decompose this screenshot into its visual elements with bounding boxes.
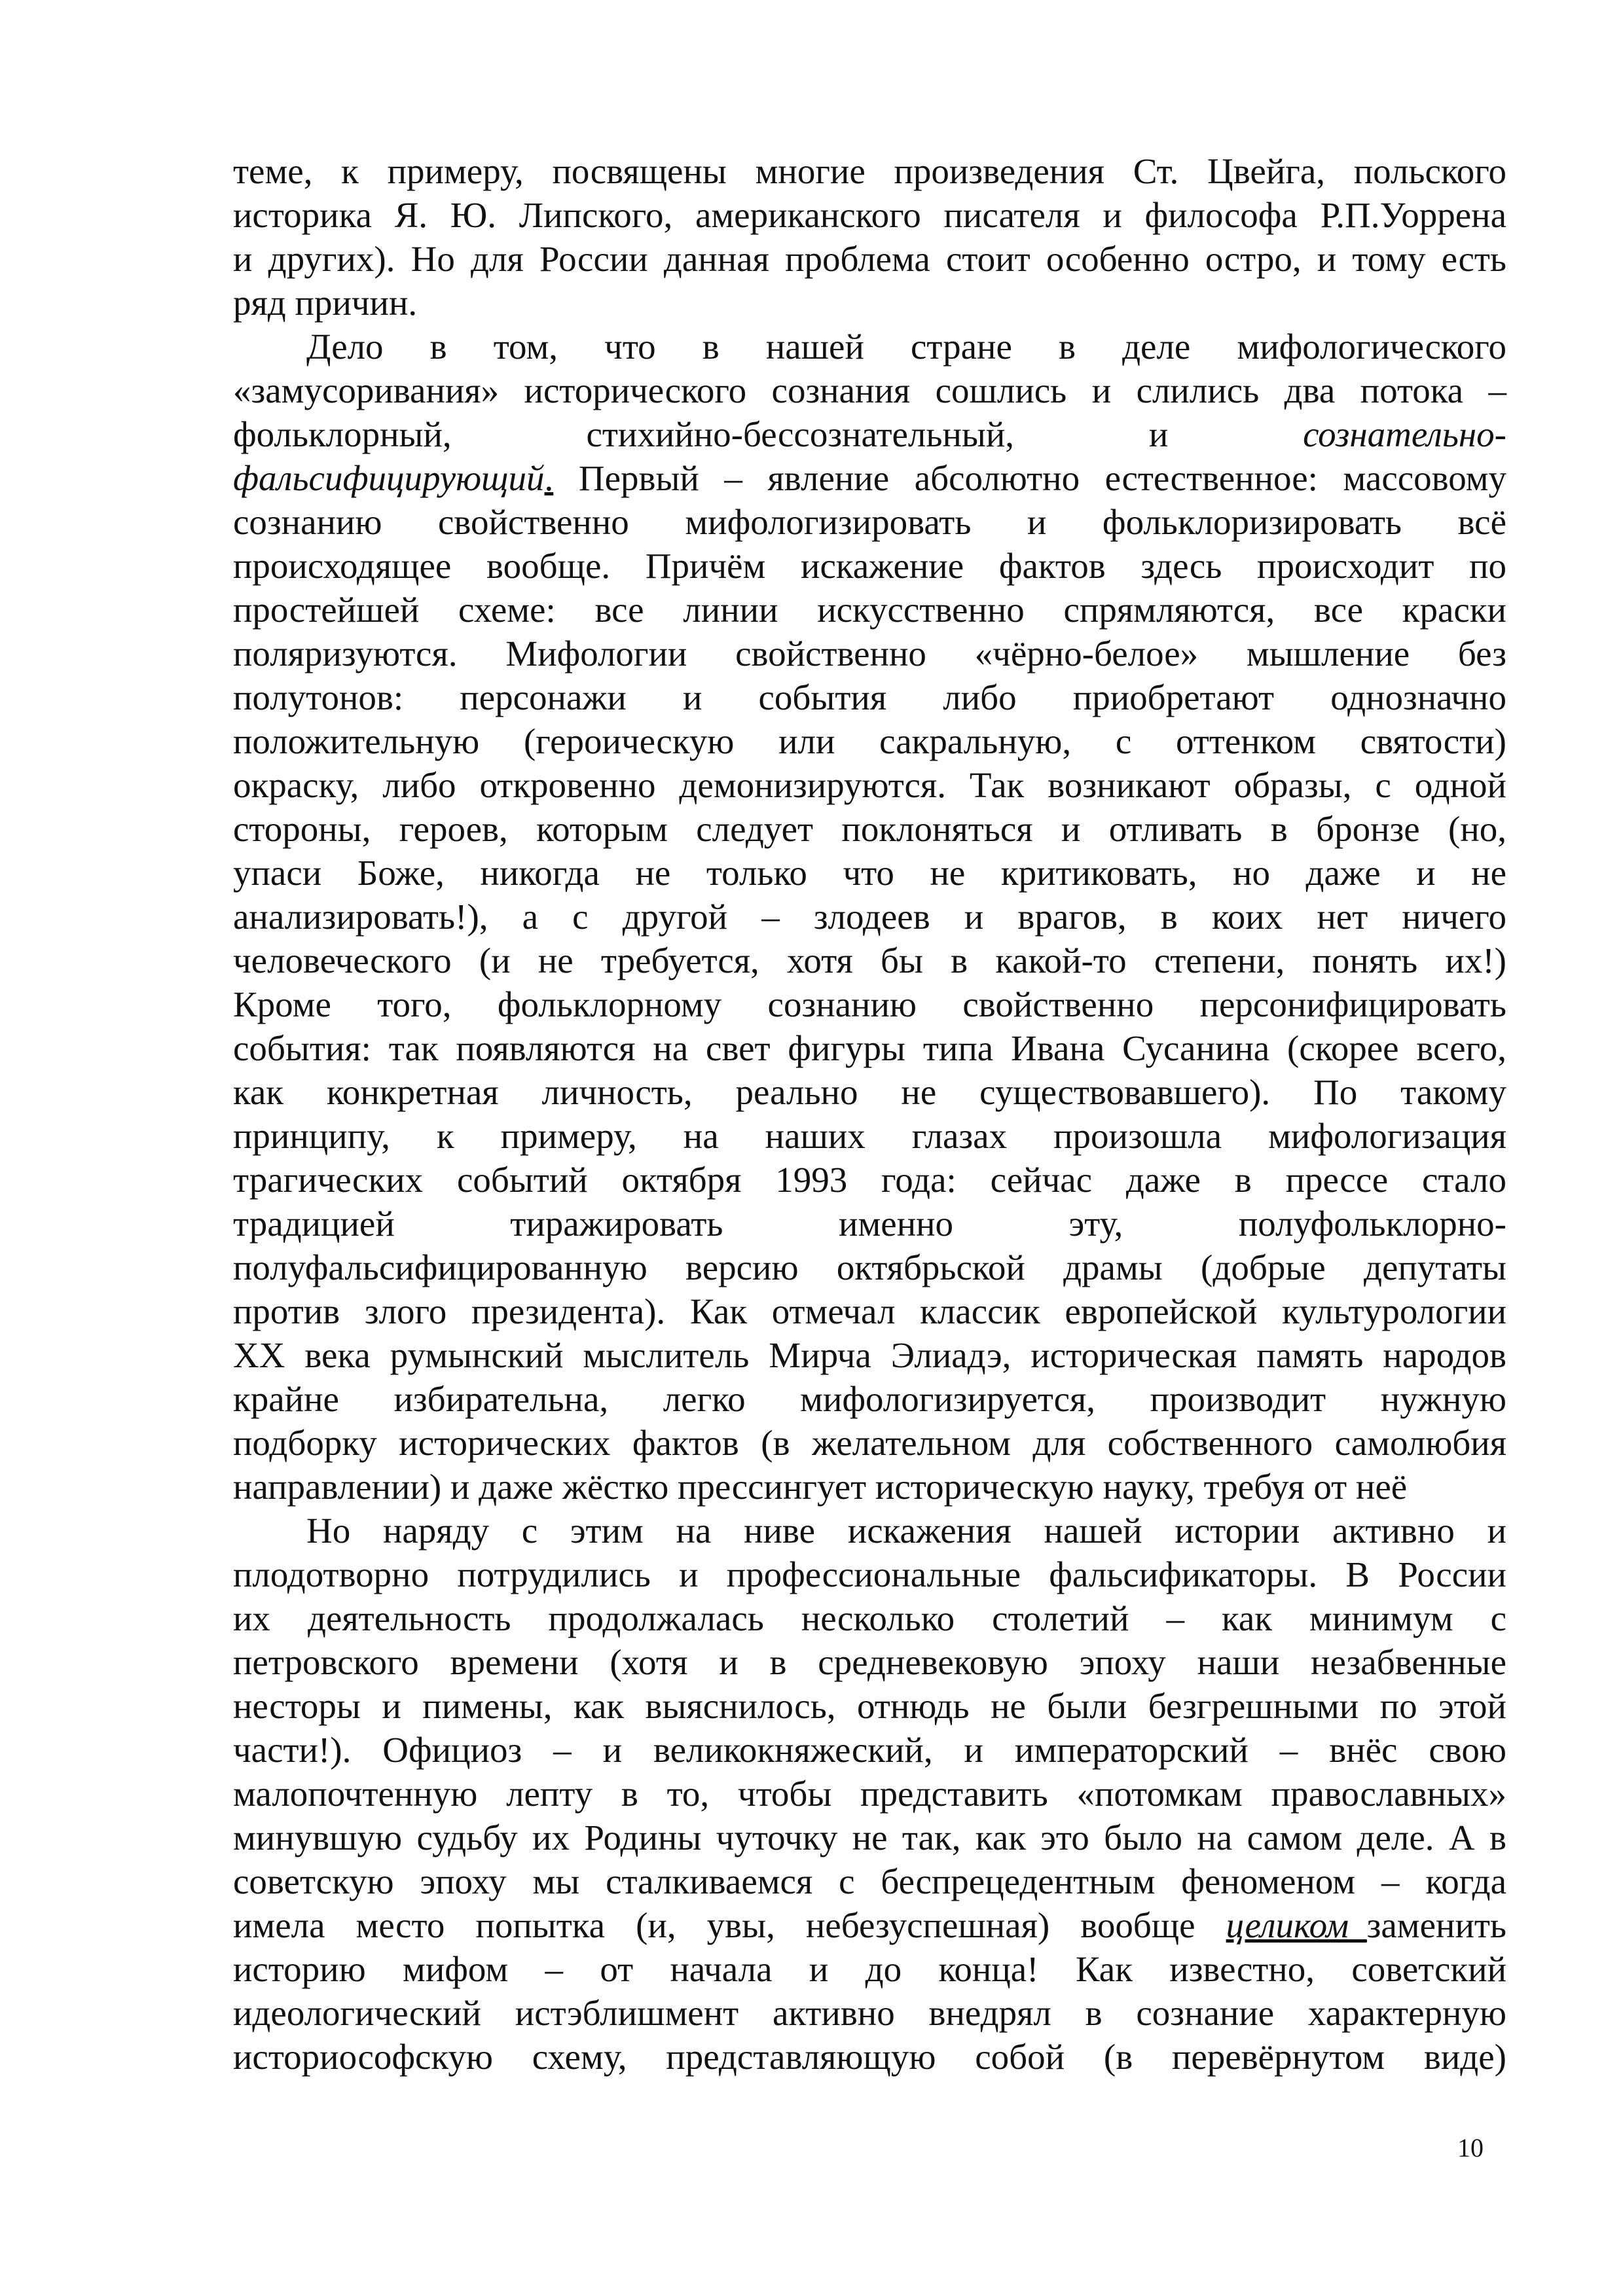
page-number: 10: [1457, 2133, 1484, 2162]
text-line: малопочтенную лепту в то, чтобы представить «потомкам православных»: [233, 1774, 1506, 1814]
italic-text: фальсифицирующий: [233, 458, 545, 498]
text-line: и других). Но для России данная проблема стоит особенно остро, и тому есть: [233, 239, 1506, 279]
text-line: полутонов: персонажи и события либо приобретают однозначно: [233, 677, 1506, 717]
text-line: направлении) и даже жёстко прессингует историческую науку, требуя от неё: [233, 1467, 1408, 1507]
text-line: окраску, либо откровенно демонизируются. Так возникают образы, с одной: [233, 765, 1506, 805]
underscore-mark: _: [1349, 1905, 1367, 1945]
text-line: поляризуются. Мифологии свойственно «чёрно-белое» мышление без: [233, 634, 1506, 673]
body-text: [233, 149, 1506, 2079]
text-line: против злого президента). Как отмечал классик европейской культурологии: [233, 1291, 1506, 1331]
text-segment: Первый – явление абсолютно естественное: массовому: [578, 458, 1506, 498]
text-line: подборку исторических фактов (в желательном для собственного самолюбия: [233, 1423, 1506, 1463]
text-segment: фольклорный, стихийно-бессознательный, и: [233, 414, 1169, 454]
paragraph-3: [233, 1509, 1506, 2079]
text-line: плодотворно потрудились и профессиональные фальсификаторы. В России: [233, 1554, 1506, 1594]
text-line: их деятельность продолжалась несколько столетий – как минимум с: [233, 1598, 1506, 1638]
text-line: человеческого (и не требуется, хотя бы в какой-то степени, понять их!): [233, 941, 1506, 980]
text-line: [233, 412, 1506, 456]
text-line: идеологический истэблишмент активно внедрял в сознание характерную: [233, 1993, 1506, 2033]
text-line: XX века румынский мыслитель Мирча Элиадэ, историческая память народов: [233, 1335, 1506, 1375]
text-line: историю мифом – от начала и до конца! Как известно, советский: [233, 1949, 1506, 1989]
text-segment: имела место попытка (и, увы, небезуспешная) вообще: [233, 1905, 1195, 1945]
text-line: как конкретная личность, реально не существовавшего). По такому: [233, 1072, 1506, 1112]
text-line: [233, 1903, 1506, 1947]
paragraph-1: [233, 149, 1506, 325]
text-line: полуфальсифицированную версию октябрьской драмы (добрые депутаты: [233, 1247, 1506, 1287]
text-line: события: так появляются на свет фигуры типа Ивана Сусанина (скорее всего,: [233, 1028, 1506, 1068]
text-line: анализировать!), а с другой – злодеев и врагов, в коих нет ничего: [233, 897, 1506, 937]
text-line: принципу, к примеру, на наших глазах произошла мифологизация: [233, 1116, 1506, 1156]
text-line: сознанию свойственно мифологизировать и фольклоризировать всё: [233, 502, 1506, 542]
text-line: историософскую схему, представляющую собой (в перевёрнутом виде): [233, 2037, 1506, 2077]
paragraph-2: [233, 325, 1506, 1509]
text-line: происходящее вообще. Причём искажение фактов здесь происходит по: [233, 546, 1506, 586]
text-line: упаси Боже, никогда не только что не критиковать, но даже и не: [233, 853, 1506, 893]
text-line: историка Я. Ю. Липского, американского писателя и философа Р.П.Уоррена: [233, 195, 1506, 235]
text-line: Кроме того, фольклорному сознанию свойственно персонифицировать: [233, 984, 1506, 1024]
text-line: Но наряду с этим на ниве искажения нашей истории активно и: [306, 1511, 1506, 1551]
text-line: минувшую судьбу их Родины чуточку не так, как это было на самом деле. А в: [233, 1818, 1506, 1857]
text-line: теме, к примеру, посвящены многие произведения Ст. Цвейга, польского: [233, 151, 1506, 191]
text-line: положительную (героическую или сакральную, с оттенком святости): [233, 721, 1506, 761]
text-line: крайне избирательна, легко мифологизируется, производит нужную: [233, 1379, 1506, 1419]
text-segment: заменить: [1366, 1905, 1506, 1945]
text-line: части!). Официоз – и великокняжеский, и императорский – внёс свою: [233, 1730, 1506, 1770]
text-line: Дело в том, что в нашей стране в деле мифологического: [306, 327, 1506, 367]
text-line: несторы и пимены, как выяснилось, отнюдь не были безгрешными по этой: [233, 1686, 1506, 1726]
italic-text: сознательно-: [1303, 414, 1506, 454]
italic-text: целиком: [1226, 1905, 1349, 1945]
text-line: петровского времени (хотя и в средневековую эпоху наши незабвенные: [233, 1642, 1506, 1682]
text-line: [233, 456, 1506, 500]
text-line: трагических событий октября 1993 года: сейчас даже в прессе стало: [233, 1160, 1506, 1200]
text-line: советскую эпоху мы сталкиваемся с беспрецедентным феноменом – когда: [233, 1861, 1506, 1901]
text-line: простейшей схеме: все линии искусственно спрямляются, все краски: [233, 590, 1506, 630]
text-line: «замусоривания» исторического сознания сошлись и слились два потока –: [233, 370, 1506, 410]
underlined-dot: .: [544, 458, 554, 498]
text-line: стороны, героев, которым следует поклоняться и отливать в бронзе (но,: [233, 809, 1506, 849]
text-line: традицией тиражировать именно эту, полуфольклорно-: [233, 1204, 1506, 1244]
text-line: ряд причин.: [233, 283, 418, 323]
